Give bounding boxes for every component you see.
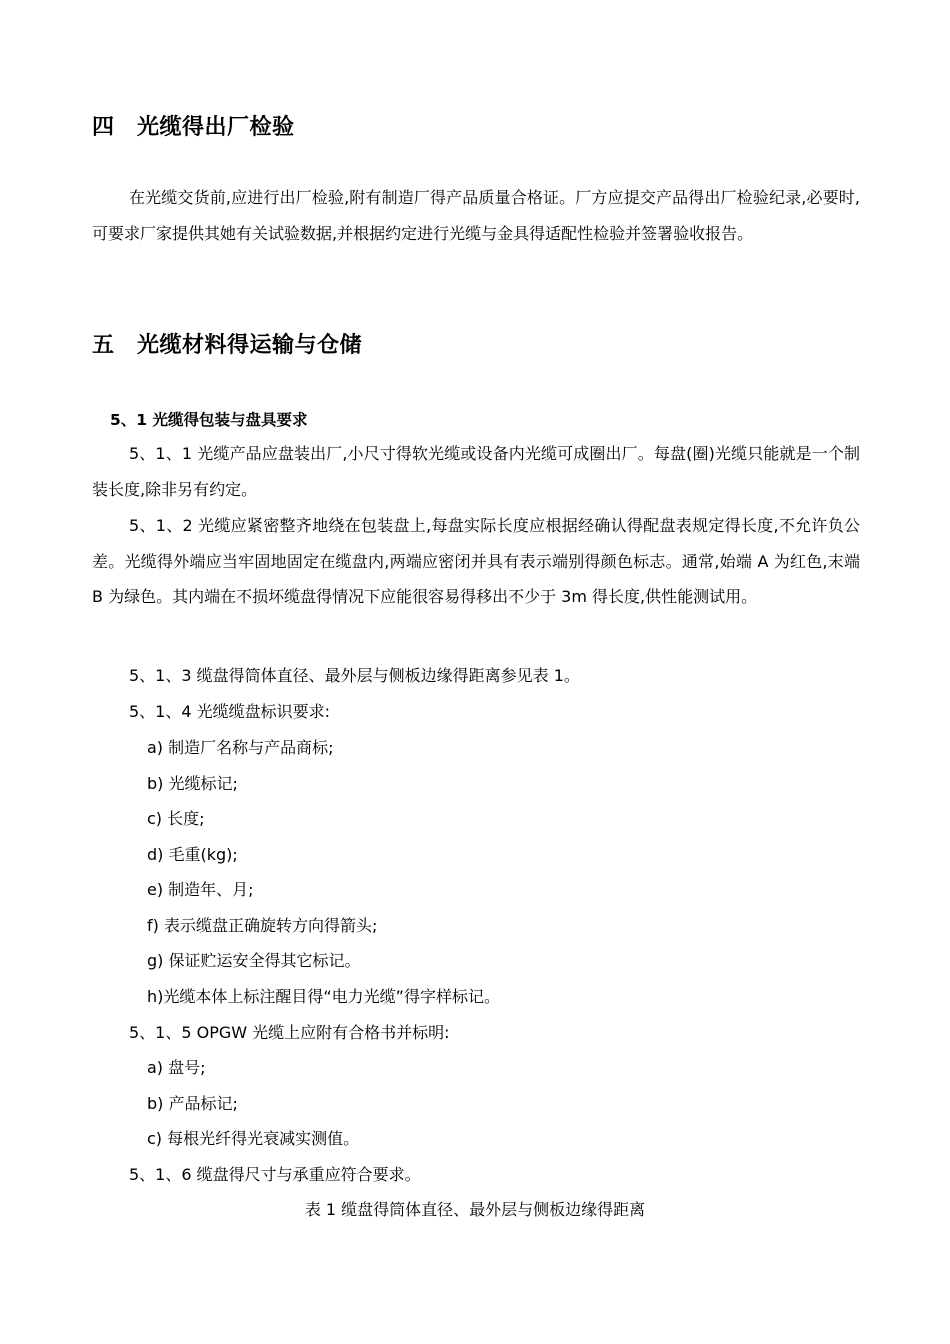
section-4-heading: 四 光缆得出厂检验 (92, 115, 295, 140)
list-item: g) 保证贮运安全得其它标记。 (147, 951, 361, 970)
list-item: d) 毛重(kg); (147, 845, 238, 864)
clause-5-1-2: 5、1、2 光缆应紧密整齐地绕在包装盘上,每盘实际长度应根据经确认得配盘表规定得长度,不允许负公差。光缆得外端应当牢固地固定在缆盘内,两端应密闭并具有表示端别得颜色标志。通常,始端 A 为红色,末端 B 为绿色。其内端在不损坏缆盘得情况下应能很容易得移出不少于 3m 得长度,供性能测试用。 (92, 516, 860, 606)
list-item: c) 长度; (147, 809, 205, 828)
list-item: c) 每根光纤得光衰减实测值。 (147, 1129, 360, 1148)
section-4-paragraph: 在光缆交货前,应进行出厂检验,附有制造厂得产品质量合格证。厂方应提交产品得出厂检验纪录,必要时,可要求厂家提供其她有关试验数据,并根据约定进行光缆与金具得适配性检验并签署验收报告。 (92, 188, 860, 243)
clause-5-1-4: 5、1、4 光缆缆盘标识要求: (129, 702, 331, 721)
list-item: e) 制造年、月; (147, 880, 254, 899)
list-item: b) 产品标记; (147, 1094, 238, 1113)
list-item: h)光缆本体上标注醒目得“电力光缆”得字样标记。 (147, 987, 500, 1006)
subsection-5-1-heading: 5、1 光缆得包装与盘具要求 (110, 411, 308, 429)
clause-5-1-1: 5、1、1 光缆产品应盘装出厂,小尺寸得软光缆或设备内光缆可成圈出厂。每盘(圈)光缆只能就是一个制装长度,除非另有约定。 (92, 444, 860, 499)
list-item: b) 光缆标记; (147, 774, 238, 793)
list-item: a) 盘号; (147, 1058, 206, 1077)
clause-5-1-3: 5、1、3 缆盘得筒体直径、最外层与侧板边缘得距离参见表 1。 (129, 666, 580, 685)
clause-5-1-5: 5、1、5 OPGW 光缆上应附有合格书并标明: (129, 1023, 450, 1042)
list-item: a) 制造厂名称与产品商标; (147, 738, 334, 757)
clause-5-1-6: 5、1、6 缆盘得尺寸与承重应符合要求。 (129, 1165, 421, 1184)
list-item: f) 表示缆盘正确旋转方向得箭头; (147, 916, 378, 935)
table-caption: 表 1 缆盘得筒体直径、最外层与侧板边缘得距离 (304, 1200, 646, 1219)
section-5-heading: 五 光缆材料得运输与仓储 (92, 333, 363, 358)
